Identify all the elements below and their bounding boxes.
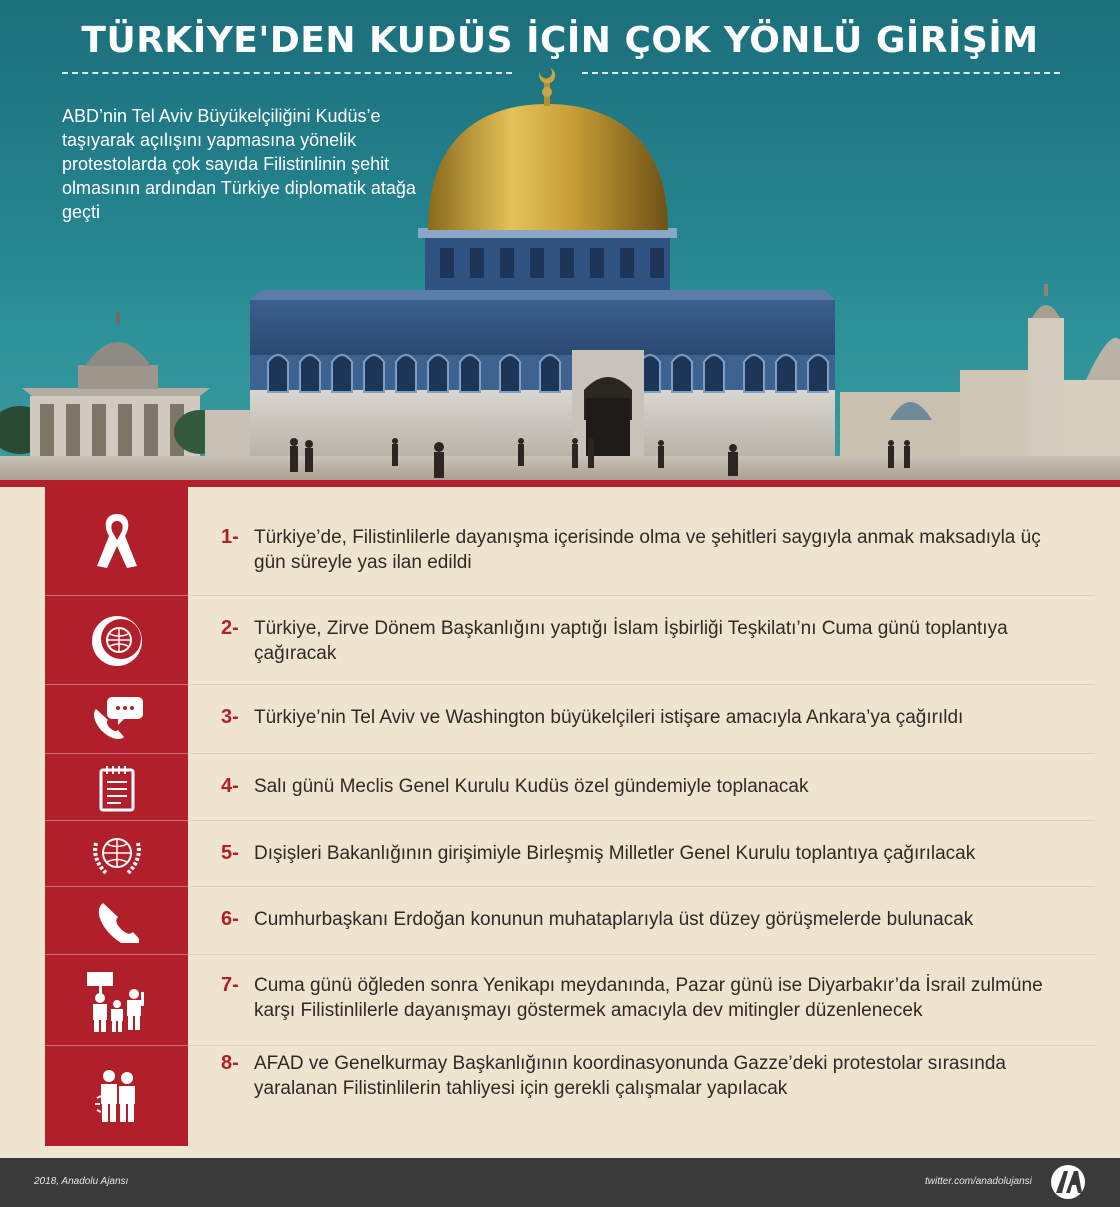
- title-divider-right: [582, 72, 1060, 74]
- item-number: 7-: [221, 974, 239, 996]
- intro-text: ABD’nin Tel Aviv Büyükelçiliğini Kudüs’e taşıyarak açılışını yapmasına yönelik protestolarda çok sayıda Filistinlinin şehit olmasının ardından Türkiye diplomatik atağa geçti: [62, 106, 416, 222]
- item-text: Dışişleri Bakanlığının girişimiyle Birleşmiş Milletler Genel Kurulu toplantıya çağırılacak: [254, 843, 976, 864]
- steps-list: [0, 487, 1120, 1158]
- logo-text: AA: [1068, 1182, 1070, 1183]
- item-number: 2-: [221, 617, 239, 639]
- item-number: 8-: [221, 1052, 239, 1074]
- ribbon-icon: [45, 487, 188, 596]
- injured-people-icon: [45, 1046, 188, 1146]
- item-number: 6-: [221, 908, 239, 930]
- notepad-icon: [45, 754, 188, 821]
- item-number: 4-: [221, 775, 239, 797]
- page-title: TÜRKİYE'DEN KUDÜS İÇİN ÇOK YÖNLÜ GİRİŞİM: [81, 20, 1039, 61]
- protest-crowd-icon: [45, 955, 188, 1046]
- item-text: Türkiye, Zirve Dönem Başkanlığını yaptığı İslam İşbirliği Teşkilatı’nı Cuma günü toplantıya çağıracak: [254, 618, 1008, 664]
- copyright-text: 2018, Anadolu Ajansı: [34, 1176, 129, 1187]
- item-text: Türkiye’de, Filistinlilerle dayanışma içerisinde olma ve şehitleri saygıyla anmak maksadıyla üç gün süreyle yas ilan edildi: [254, 527, 1041, 573]
- list-item: [45, 955, 1095, 1046]
- hero-banner: [0, 0, 1120, 481]
- item-text: AFAD ve Genelkurmay Başkanlığının koordinasyonunda Gazze’deki protestolar sırasında yaralanan Filistinlilerin tahliyesi için gerekli çalışmalar yapılacak: [254, 1053, 1006, 1099]
- list-item: [45, 821, 1095, 887]
- phone-chat-icon: [45, 685, 188, 754]
- list-item: [45, 685, 1095, 754]
- list-item: [45, 887, 1095, 955]
- twitter-link[interactable]: twitter.com/anadolujansi: [925, 1176, 1032, 1187]
- list-item: [45, 1046, 1095, 1146]
- item-number: 1-: [221, 526, 239, 548]
- anadolu-agency-logo: [1048, 1163, 1088, 1206]
- phone-icon: [45, 887, 188, 955]
- item-text: Türkiye’nin Tel Aviv ve Washington büyükelçileri istişare amacıyla Ankara’ya çağırıldı: [254, 707, 964, 728]
- item-text: Cuma günü öğleden sonra Yenikapı meydanında, Pazar günü ise Diyarbakır’da İsrail zulmüne karşı Filistinlilerle dayanışmayı göstermek amacıyla dev mitingler düzenlenecek: [254, 975, 1043, 1021]
- un-emblem-icon: [45, 821, 188, 887]
- list-item: [45, 596, 1095, 685]
- list-item: [45, 487, 1095, 596]
- item-text: Salı günü Meclis Genel Kurulu Kudüs özel gündemiyle toplanacak: [254, 776, 809, 797]
- section-separator: [0, 480, 1120, 487]
- item-text: Cumhurbaşkanı Erdoğan konunun muhataplarıyla üst düzey görüşmelerde bulunacak: [254, 909, 974, 930]
- title-divider-left: [62, 72, 512, 74]
- list-item: [45, 754, 1095, 821]
- item-number: 5-: [221, 842, 239, 864]
- oic-emblem-icon: [45, 596, 188, 685]
- item-number: 3-: [221, 706, 239, 728]
- footer: [0, 1158, 1120, 1207]
